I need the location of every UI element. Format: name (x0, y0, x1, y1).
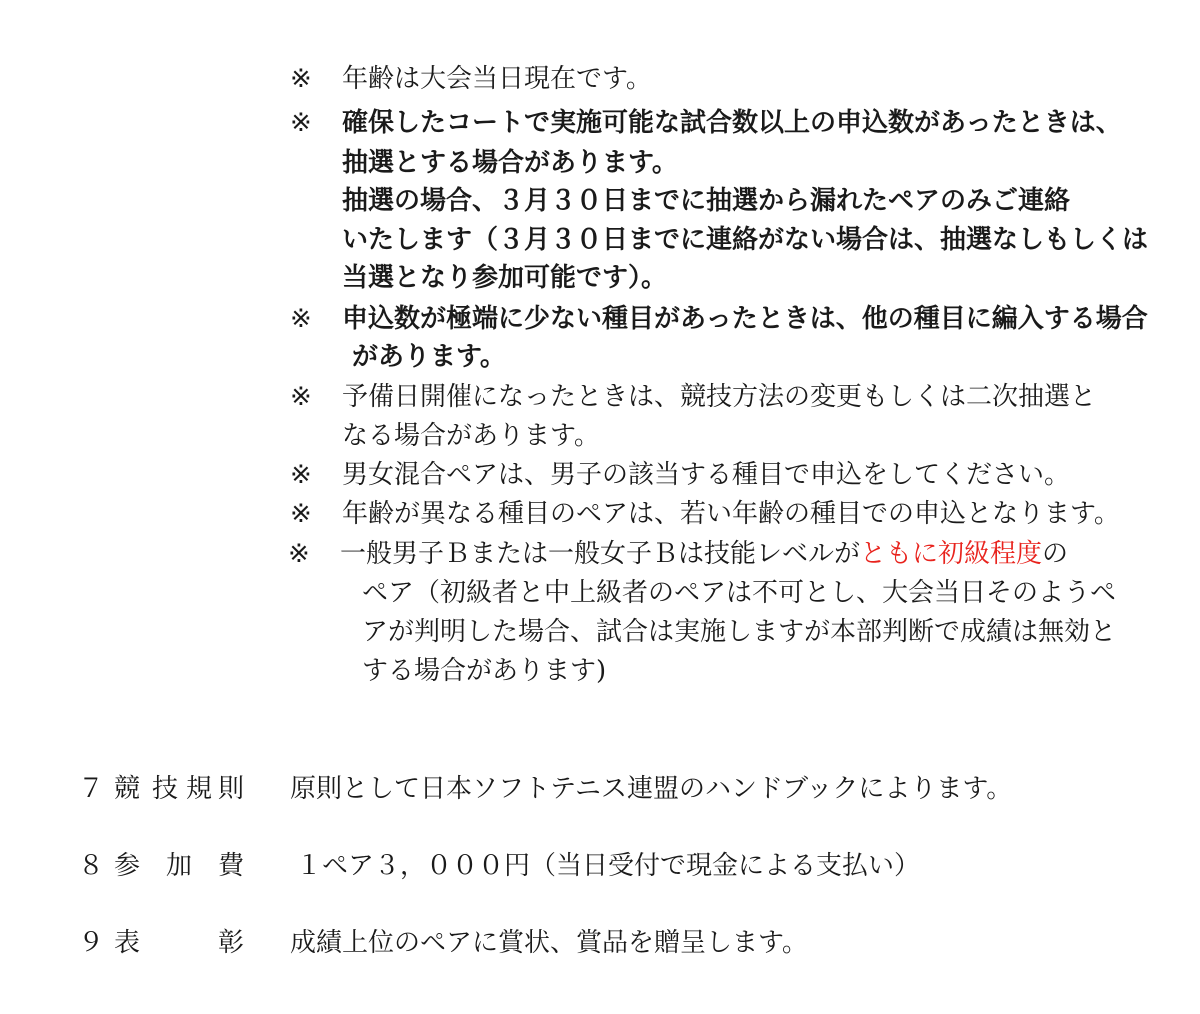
note-mark: ※ (288, 539, 310, 569)
note-7-line-2: ペア（初級者と中上級者のペアは不可とし、大会当日そのようペ (362, 578, 1117, 608)
note-7-line-1-pre: 一般男子Ｂまたは一般女子Ｂは技能レベルが (340, 539, 861, 569)
note-5-line-1: 男女混合ペアは、男子の該当する種目で申込をしてください。 (342, 460, 1071, 490)
note-mark: ※ (290, 64, 312, 94)
note-mark: ※ (290, 499, 312, 529)
note-4-line-2: なる場合があります。 (342, 421, 600, 451)
section-7-label-char-2: 技 (152, 774, 179, 804)
emphasis-beginner-level: ともに初級程度 (860, 539, 1043, 569)
note-3-line-1: 申込数が極端に少ない種目があったときは、他の種目に編入する場合 (342, 304, 1148, 334)
section-7-text: 原則として日本ソフトテニス連盟のハンドブックによります。 (290, 774, 1013, 804)
section-9-number: ９ (78, 928, 105, 958)
note-2-line-1: 確保したコートで実施可能な試合数以上の申込数があったときは、 (342, 108, 1122, 138)
note-mark: ※ (290, 382, 312, 412)
section-8-number: ８ (78, 851, 105, 881)
section-8-text: １ペア３，０００円（当日受付で現金による支払い） (296, 851, 921, 881)
note-7-line-3: アが判明した場合、試合は実施しますが本部判断で成績は無効と (362, 617, 1117, 647)
section-7-label-char-4: 則 (218, 774, 245, 804)
note-mark: ※ (290, 460, 312, 490)
note-2-line-3: 抽選の場合、３月３０日までに抽選から漏れたペアのみご連絡 (342, 186, 1071, 216)
note-2-line-2: 抽選とする場合があります。 (342, 148, 678, 178)
section-7-number: ７ (78, 774, 105, 804)
section-8-label-char-2: 加 (166, 851, 193, 881)
note-4-line-1: 予備日開催になったときは、競技方法の変更もしくは二次抽選と (342, 382, 1097, 412)
section-8-label-char-3: 費 (218, 851, 245, 881)
section-9-label-char-2: 彰 (218, 928, 245, 958)
note-1-line-1: 年齢は大会当日現在です。 (342, 64, 652, 94)
note-7-line-1 (340, 537, 1068, 571)
note-2-line-5: 当選となり参加可能です）。 (342, 263, 668, 293)
section-7-label-char-1: 競 (114, 774, 141, 804)
section-8-label-char-1: 参 (114, 851, 141, 881)
note-7-line-4: する場合があります) (362, 656, 607, 686)
section-9-label-char-1: 表 (114, 928, 141, 958)
note-3-line-2: があります。 (352, 342, 506, 372)
note-mark: ※ (290, 108, 312, 138)
note-mark: ※ (290, 304, 312, 334)
note-7-line-1-post: の (1042, 539, 1069, 569)
note-2-line-4: いたします（３月３０日までに連絡がない場合は、抽選なしもしくは (342, 225, 1149, 255)
section-9-text: 成績上位のペアに賞状、賞品を贈呈します。 (290, 928, 808, 958)
section-7-label-char-3: 規 (186, 774, 213, 804)
note-6-line-1: 年齢が異なる種目のペアは、若い年齢の種目での申込となります。 (342, 499, 1120, 529)
